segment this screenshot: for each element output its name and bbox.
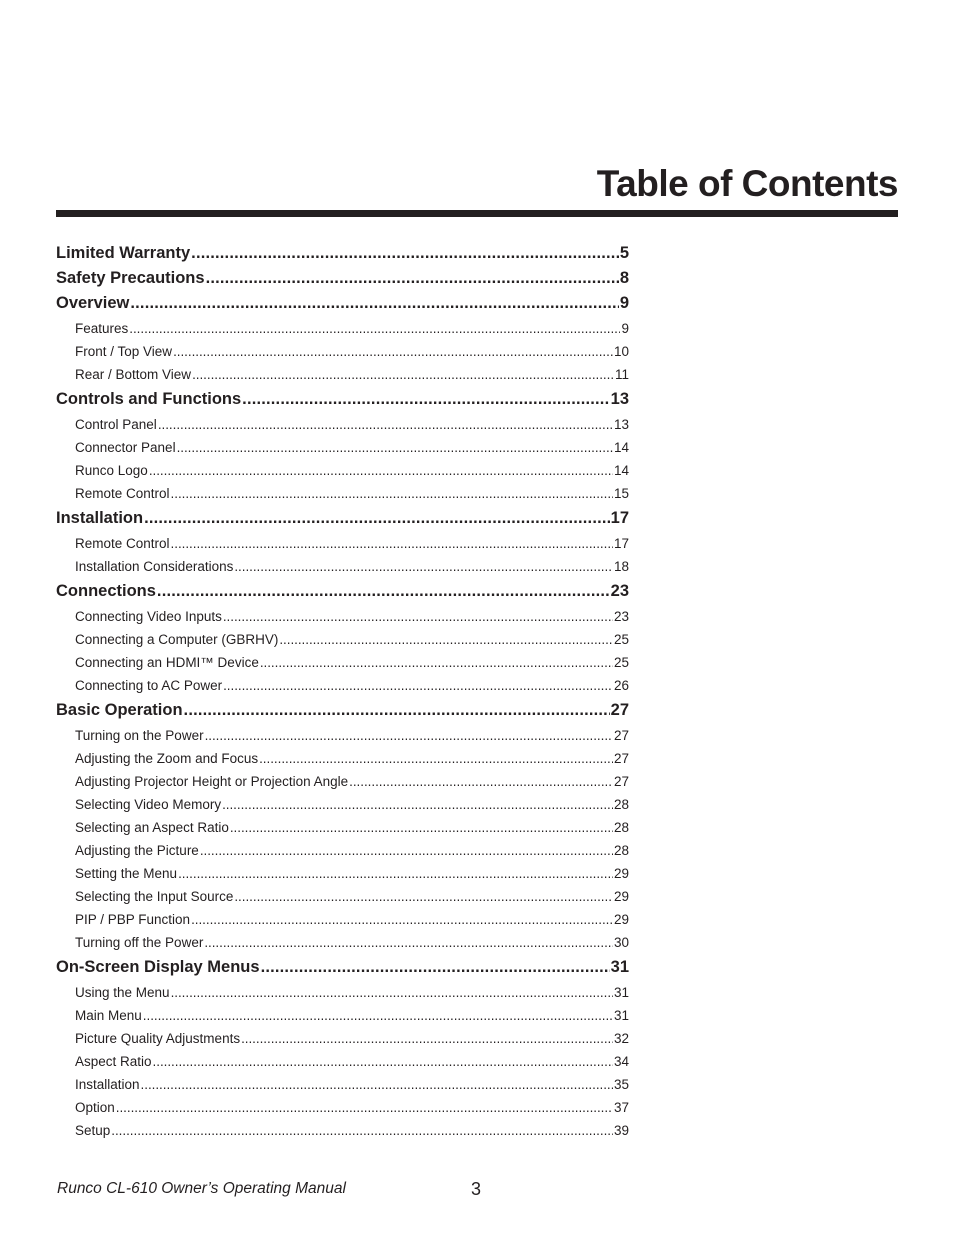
toc-entry-page: 37 bbox=[613, 1100, 629, 1115]
toc-subsection-entry bbox=[75, 935, 629, 950]
toc-subsection-entry bbox=[75, 463, 629, 478]
toc-entry-title: Connecting Video Inputs bbox=[75, 609, 222, 624]
toc-subsection-entry bbox=[75, 985, 629, 1000]
toc-entry-title: Adjusting Projector Height or Projection Angle bbox=[75, 774, 349, 789]
toc-entry-title: Selecting the Input Source bbox=[75, 889, 234, 904]
toc-entry-title: Front / Top View bbox=[75, 344, 173, 359]
title-rule bbox=[56, 210, 898, 217]
toc-subsection-entry bbox=[75, 367, 629, 382]
dot-leader bbox=[116, 1100, 613, 1115]
dot-leader bbox=[144, 509, 610, 528]
toc-entry-title: Selecting Video Memory bbox=[75, 797, 222, 812]
toc-entry-page: 39 bbox=[613, 1123, 629, 1138]
toc-entry-page: 32 bbox=[613, 1031, 629, 1046]
dot-leader bbox=[171, 536, 613, 551]
toc-entry-title: Adjusting the Picture bbox=[75, 843, 199, 858]
dot-leader bbox=[279, 632, 613, 647]
dot-leader bbox=[129, 321, 620, 336]
toc-subsection-entry bbox=[75, 632, 629, 647]
toc-entry-page: 31 bbox=[613, 1008, 629, 1023]
dot-leader bbox=[241, 1031, 613, 1046]
toc-subsection-entry bbox=[75, 866, 629, 881]
toc-entry-title: Control Panel bbox=[75, 417, 157, 432]
toc-entry-title: Installation Considerations bbox=[75, 559, 234, 574]
toc-entry-title: Turning on the Power bbox=[75, 728, 204, 743]
toc-subsection-entry bbox=[75, 774, 629, 789]
toc-subsection-entry bbox=[75, 536, 629, 551]
toc-entry-title: Limited Warranty bbox=[56, 244, 191, 262]
toc-entry-page: 27 bbox=[613, 774, 629, 789]
dot-leader bbox=[260, 655, 613, 670]
toc-section-entry bbox=[56, 582, 629, 601]
dot-leader bbox=[157, 582, 610, 601]
toc-entry-page: 26 bbox=[613, 678, 629, 693]
toc-entry-title: Installation bbox=[75, 1077, 140, 1092]
dot-leader bbox=[234, 889, 613, 904]
toc-entry-title: Adjusting the Zoom and Focus bbox=[75, 751, 259, 766]
toc-entry-page: 23 bbox=[613, 609, 629, 624]
toc-entry-title: Safety Precautions bbox=[56, 269, 205, 287]
toc-entry-page: 35 bbox=[613, 1077, 629, 1092]
toc-subsection-entry bbox=[75, 559, 629, 574]
footer-page-number: 3 bbox=[471, 1179, 482, 1199]
toc-entry-page: 34 bbox=[613, 1054, 629, 1069]
toc-entry-title: Main Menu bbox=[75, 1008, 142, 1023]
dot-leader bbox=[206, 269, 619, 288]
toc-entry-title: Features bbox=[75, 321, 129, 336]
toc-entry-page: 5 bbox=[619, 244, 629, 262]
dot-leader bbox=[223, 678, 613, 693]
page-title: Table of Contents bbox=[596, 163, 898, 204]
toc-entry-page: 10 bbox=[613, 344, 629, 359]
toc-entry-title: On-Screen Display Menus bbox=[56, 958, 260, 976]
toc-subsection-entry bbox=[75, 440, 629, 455]
toc-subsection-entry bbox=[75, 344, 629, 359]
toc-entry-title: Installation bbox=[56, 509, 144, 527]
toc-entry-title: PIP / PBP Function bbox=[75, 912, 191, 927]
toc-subsection-entry bbox=[75, 1077, 629, 1092]
toc-entry-title: Runco Logo bbox=[75, 463, 148, 478]
toc-subsection-entry bbox=[75, 655, 629, 670]
dot-leader bbox=[177, 440, 613, 455]
toc-subsection-entry bbox=[75, 486, 629, 501]
toc-entry-title: Controls and Functions bbox=[56, 390, 242, 408]
dot-leader bbox=[171, 985, 613, 1000]
toc-section-entry bbox=[56, 390, 629, 409]
dot-leader bbox=[200, 843, 613, 858]
toc-entry-page: 9 bbox=[619, 294, 629, 312]
dot-leader bbox=[191, 912, 613, 927]
dot-leader bbox=[149, 463, 613, 478]
dot-leader bbox=[171, 486, 613, 501]
toc-entry-page: 25 bbox=[613, 632, 629, 647]
toc-entry-page: 27 bbox=[613, 728, 629, 743]
toc-entry-title: Option bbox=[75, 1100, 115, 1115]
toc-section-entry bbox=[56, 269, 629, 288]
toc-entry-title: Overview bbox=[56, 294, 130, 312]
toc-section-entry bbox=[56, 294, 629, 313]
toc-section-entry bbox=[56, 701, 629, 720]
dot-leader bbox=[143, 1008, 613, 1023]
dot-leader bbox=[234, 559, 613, 574]
toc-entry-page: 23 bbox=[610, 582, 629, 600]
toc-subsection-entry bbox=[75, 797, 629, 812]
dot-leader bbox=[261, 958, 610, 977]
toc-subsection-entry bbox=[75, 912, 629, 927]
toc-entry-page: 9 bbox=[621, 321, 629, 336]
toc-section-entry bbox=[56, 244, 629, 263]
toc-entry-page: 30 bbox=[613, 935, 629, 950]
toc-entry-page: 15 bbox=[613, 486, 629, 501]
toc-subsection-entry bbox=[75, 417, 629, 432]
dot-leader bbox=[111, 1123, 613, 1138]
toc-entry-title: Setup bbox=[75, 1123, 111, 1138]
dot-leader bbox=[230, 820, 613, 835]
dot-leader bbox=[223, 609, 613, 624]
toc-entry-page: 28 bbox=[613, 820, 629, 835]
toc-subsection-entry bbox=[75, 843, 629, 858]
toc-subsection-entry bbox=[75, 820, 629, 835]
toc-entry-title: Turning off the Power bbox=[75, 935, 204, 950]
toc-subsection-entry bbox=[75, 678, 629, 693]
toc-entry-page: 14 bbox=[613, 463, 629, 478]
toc-section-entry bbox=[56, 509, 629, 528]
toc-entry-title: Setting the Menu bbox=[75, 866, 178, 881]
toc-entry-title: Using the Menu bbox=[75, 985, 170, 1000]
toc-subsection-entry bbox=[75, 1031, 629, 1046]
toc-entry-page: 31 bbox=[613, 985, 629, 1000]
dot-leader bbox=[191, 244, 619, 263]
dot-leader bbox=[173, 344, 613, 359]
toc-subsection-entry bbox=[75, 321, 629, 336]
toc-entry-page: 17 bbox=[610, 509, 629, 527]
toc-subsection-entry bbox=[75, 728, 629, 743]
toc-entry-page: 31 bbox=[610, 958, 629, 976]
dot-leader bbox=[153, 1054, 613, 1069]
toc-subsection-entry bbox=[75, 1008, 629, 1023]
toc-entry-title: Picture Quality Adjustments bbox=[75, 1031, 241, 1046]
toc-entry-title: Remote Control bbox=[75, 536, 170, 551]
dot-leader bbox=[205, 728, 613, 743]
toc-entry-title: Aspect Ratio bbox=[75, 1054, 152, 1069]
toc-entry-title: Connecting an HDMI™ Device bbox=[75, 655, 259, 670]
dot-leader bbox=[259, 751, 613, 766]
toc-entry-page: 17 bbox=[613, 536, 629, 551]
dot-leader bbox=[242, 390, 609, 409]
toc-entry-title: Connector Panel bbox=[75, 440, 176, 455]
toc-entry-page: 29 bbox=[613, 889, 629, 904]
dot-leader bbox=[141, 1077, 613, 1092]
toc-subsection-entry bbox=[75, 1054, 629, 1069]
toc-entry-page: 14 bbox=[613, 440, 629, 455]
dot-leader bbox=[204, 935, 613, 950]
toc-entry-page: 27 bbox=[613, 751, 629, 766]
dot-leader bbox=[184, 701, 610, 720]
toc-entry-title: Connections bbox=[56, 582, 156, 600]
dot-leader bbox=[178, 866, 613, 881]
toc-entry-title: Connecting a Computer (GBRHV) bbox=[75, 632, 279, 647]
toc-subsection-entry bbox=[75, 751, 629, 766]
toc-entry-title: Connecting to AC Power bbox=[75, 678, 223, 693]
toc-entry-page: 25 bbox=[613, 655, 629, 670]
toc-entry-page: 27 bbox=[610, 701, 629, 719]
toc-entry-page: 28 bbox=[613, 843, 629, 858]
toc-entry-title: Remote Control bbox=[75, 486, 170, 501]
toc-subsection-entry bbox=[75, 609, 629, 624]
toc-subsection-entry bbox=[75, 1123, 629, 1138]
toc-entry-page: 11 bbox=[614, 367, 629, 382]
toc-entry-page: 18 bbox=[613, 559, 629, 574]
toc-entry-title: Rear / Bottom View bbox=[75, 367, 192, 382]
toc-entry-page: 13 bbox=[610, 390, 629, 408]
footer-manual-title: Runco CL-610 Owner’s Operating Manual bbox=[57, 1180, 346, 1197]
toc-entry-page: 13 bbox=[613, 417, 629, 432]
toc-entry-page: 29 bbox=[613, 912, 629, 927]
dot-leader bbox=[222, 797, 613, 812]
toc-entry-page: 8 bbox=[619, 269, 629, 287]
toc-entry-title: Selecting an Aspect Ratio bbox=[75, 820, 229, 835]
toc-entry-page: 29 bbox=[613, 866, 629, 881]
toc-entry-title: Basic Operation bbox=[56, 701, 183, 719]
toc-subsection-entry bbox=[75, 889, 629, 904]
dot-leader bbox=[349, 774, 613, 789]
dot-leader bbox=[158, 417, 613, 432]
toc-subsection-entry bbox=[75, 1100, 629, 1115]
dot-leader bbox=[192, 367, 614, 382]
toc-section-entry bbox=[56, 958, 629, 977]
dot-leader bbox=[130, 294, 618, 313]
toc-entry-page: 28 bbox=[613, 797, 629, 812]
